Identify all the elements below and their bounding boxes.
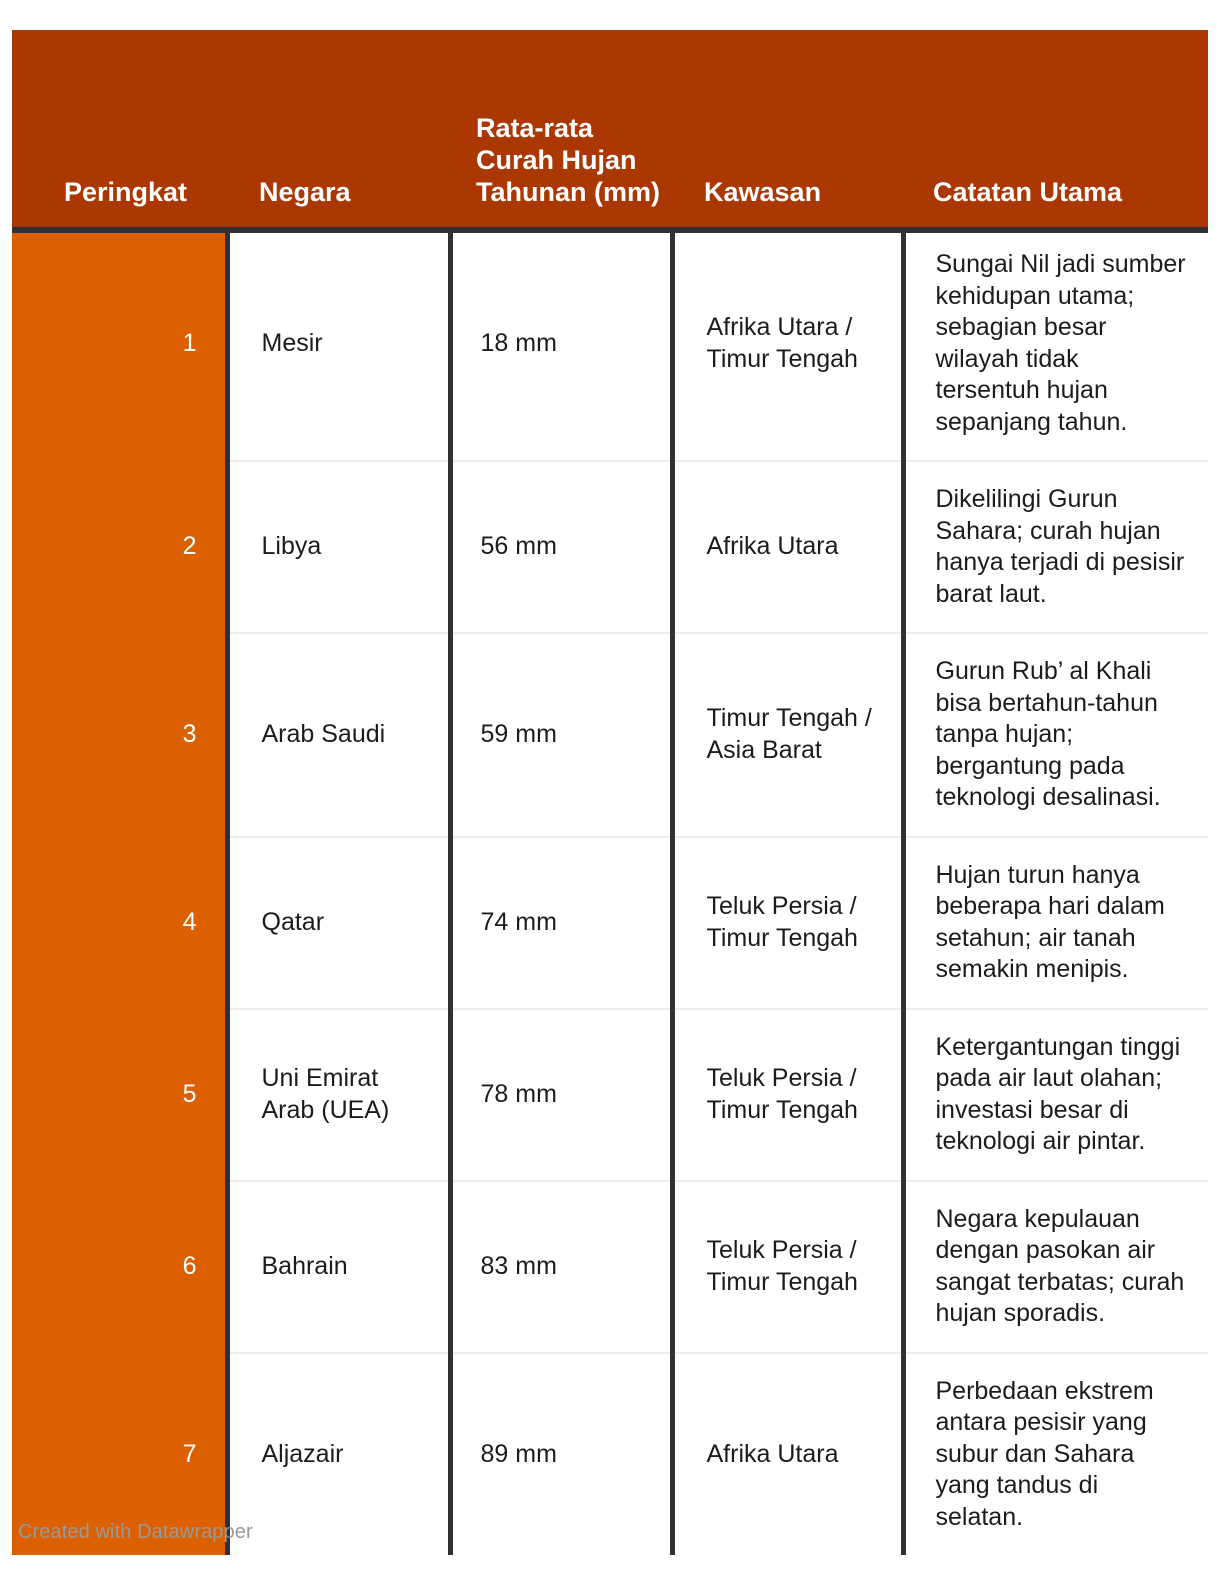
table-row [12, 633, 1208, 837]
cell-country: Mesir [227, 227, 450, 461]
table-row [12, 227, 1208, 461]
cell-rank: 2 [12, 461, 227, 633]
cell-rank: 6 [12, 1181, 227, 1353]
cell-region: Teluk Persia / Timur Tengah [672, 1181, 903, 1353]
cell-rainfall: 18 mm [450, 227, 672, 461]
cell-country: Arab Saudi [227, 633, 450, 837]
cell-notes: Perbedaan ekstrem antara pesisir yang subur dan Sahara yang tandus di selatan. [903, 1353, 1208, 1556]
cell-notes: Gurun Rub’ al Khali bisa bertahun-tahun tanpa hujan; bergantung pada teknologi desalinasi. [903, 633, 1208, 837]
table-row [12, 461, 1208, 633]
cell-country: Aljazair [227, 1353, 450, 1556]
chart-credit[interactable]: Created with Datawrapper [18, 1521, 253, 1543]
cell-rank: 7 [12, 1353, 227, 1556]
cell-rainfall: 89 mm [450, 1353, 672, 1556]
cell-country: Qatar [227, 837, 450, 1009]
cell-notes: Negara kepulauan dengan pasokan air sangat terbatas; curah hujan sporadis. [903, 1181, 1208, 1353]
cell-rank: 1 [12, 227, 227, 461]
cell-region: Teluk Persia / Timur Tengah [672, 1009, 903, 1181]
cell-country: Uni Emirat Arab (UEA) [227, 1009, 450, 1181]
table-body [12, 227, 1208, 1555]
table-header [12, 30, 1208, 227]
column-header-rainfall-label: Rata-rata Curah Hujan Tahunan (mm) [476, 113, 660, 208]
cell-region: Afrika Utara / Timur Tengah [672, 227, 903, 461]
cell-region: Afrika Utara [672, 461, 903, 633]
table-row [12, 1181, 1208, 1353]
header-divider-rule [12, 227, 1208, 233]
cell-rank: 3 [12, 633, 227, 837]
cell-country: Bahrain [227, 1181, 450, 1353]
column-header-rank-label: Peringkat [64, 177, 188, 208]
cell-rainfall: 59 mm [450, 633, 672, 837]
table-row [12, 1009, 1208, 1181]
cell-notes: Ketergantungan tinggi pada air laut olahan; investasi besar di teknologi air pintar. [903, 1009, 1208, 1181]
column-header-rank[interactable] [12, 30, 227, 227]
cell-notes: Hujan turun hanya beberapa hari dalam setahun; air tanah semakin menipis. [903, 837, 1208, 1009]
cell-region: Teluk Persia / Timur Tengah [672, 837, 903, 1009]
column-header-region-label: Kawasan [704, 177, 822, 208]
column-header-region[interactable] [672, 30, 903, 227]
cell-rainfall: 74 mm [450, 837, 672, 1009]
column-header-country-label: Negara [259, 177, 351, 208]
column-header-notes-label: Catatan Utama [933, 177, 1123, 208]
table-row [12, 837, 1208, 1009]
cell-region: Timur Tengah / Asia Barat [672, 633, 903, 837]
column-header-country[interactable] [227, 30, 450, 227]
cell-notes: Dikelilingi Gurun Sahara; curah hujan hanya terjadi di pesisir barat laut. [903, 461, 1208, 633]
cell-country: Libya [227, 461, 450, 633]
cell-region: Afrika Utara [672, 1353, 903, 1556]
table-header-row [12, 30, 1208, 227]
cell-rainfall: 83 mm [450, 1181, 672, 1353]
cell-notes: Sungai Nil jadi sumber kehidupan utama; sebagian besar wilayah tidak tersentuh hujan sepanjang tahun. [903, 227, 1208, 461]
cell-rank: 4 [12, 837, 227, 1009]
column-header-notes[interactable] [903, 30, 1208, 227]
cell-rainfall: 56 mm [450, 461, 672, 633]
cell-rainfall: 78 mm [450, 1009, 672, 1181]
rainfall-ranking-table [12, 30, 1208, 1555]
cell-rank: 5 [12, 1009, 227, 1181]
column-header-rainfall[interactable] [450, 30, 672, 227]
